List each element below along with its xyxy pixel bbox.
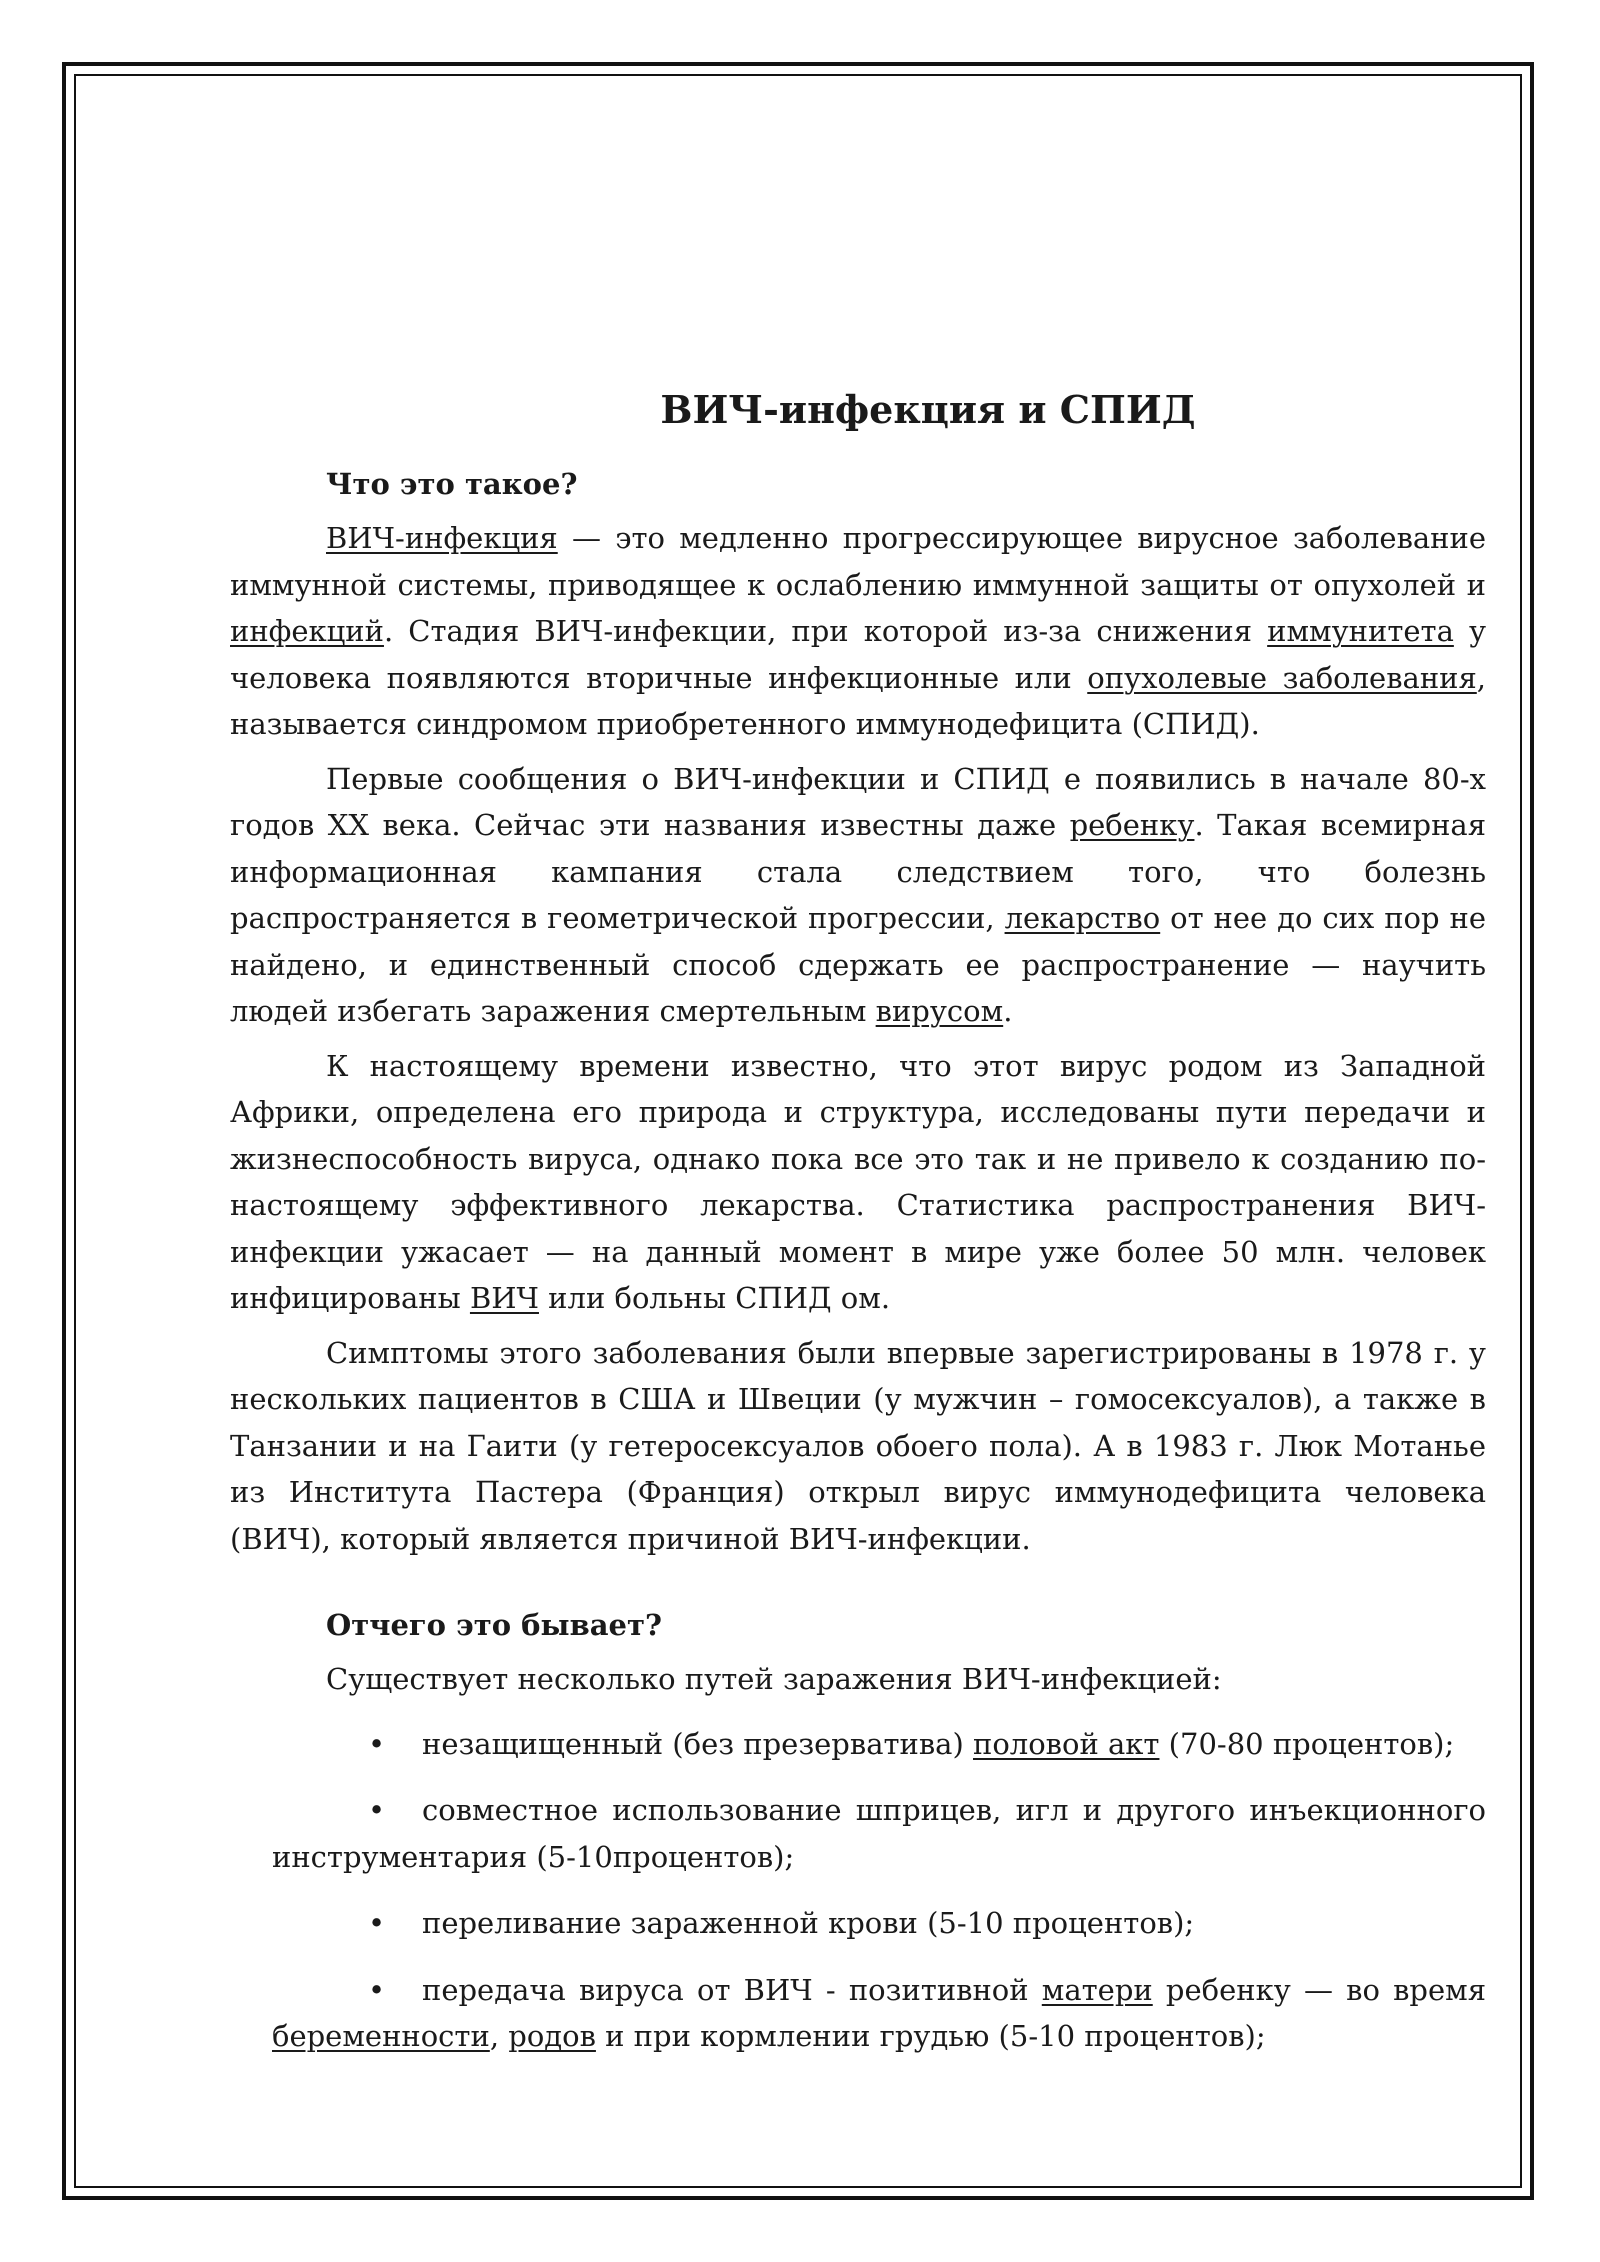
transmission-list — [230, 1721, 1486, 2060]
bullet-icon — [368, 1787, 422, 1834]
text-run: совместное использование шприцев, игл и другого инъекционного инструментария (5-10процентов); — [272, 1793, 1486, 1874]
paragraph-transmission-intro: Существует несколько путей заражения ВИЧ-инфекцией: — [326, 1662, 1222, 1696]
paragraph-definition — [230, 515, 1486, 748]
link-immunity[interactable]: иммунитета — [1267, 614, 1454, 648]
list-item — [230, 1721, 1486, 1768]
link-sexual-intercourse[interactable]: половой акт — [973, 1726, 1160, 1761]
paragraph-history — [230, 756, 1486, 1035]
document-title: ВИЧ-инфекция и СПИД — [660, 387, 1196, 432]
link-infections[interactable]: инфекций — [230, 614, 384, 648]
text-run: Первые сообщения о ВИЧ-инфекции и СПИД е появились в начале 80-х годов XX века. Сейчас эти названия известны даже — [230, 761, 1486, 842]
link-medicine[interactable]: лекарство — [1004, 901, 1161, 935]
bullet-icon — [368, 1721, 422, 1768]
link-hiv[interactable]: ВИЧ — [469, 1281, 539, 1315]
text-run: или больны СПИД ом. — [538, 1281, 891, 1315]
list-item — [230, 1787, 1486, 1880]
link-child[interactable]: ребенку — [1069, 808, 1195, 842]
link-childbirth[interactable]: родов — [508, 2019, 596, 2053]
section-heading-what: Что это такое? — [326, 467, 578, 501]
text-run: у человека появляются вторичные инфекционные или — [230, 614, 1487, 695]
text-run: и при кормлении грудью (5-10 процентов); — [595, 2019, 1266, 2053]
text-run: , называется синдромом приобретенного иммунодефицита (СПИД). — [230, 660, 1486, 741]
text-run: К настоящему времени известно, что этот вирус родом из Западной Африки, определена его природа и структура, исследованы пути передачи и жизнеспособность вируса, однако пока все это так и не привело к созданию по-настоящему эффективного лекарства. Статистика распространения ВИЧ-инфекции ужасает — на данный момент в мире уже более 50 млн. человек инфицированы — [230, 1048, 1486, 1315]
text-run: незащищенный (без презерватива) — [422, 1726, 973, 1761]
text-run: . Стадия ВИЧ-инфекции, при которой из-за снижения — [383, 614, 1268, 648]
document-body — [230, 385, 1486, 2080]
link-mother[interactable]: матери — [1041, 1972, 1153, 2007]
bullet-icon — [368, 1900, 422, 1947]
text-run: от нее до сих пор не найдено, и единственный способ сдержать ее распространение — научить людей избегать заражения смертельным — [230, 901, 1486, 1028]
link-pregnancy[interactable]: беременности — [272, 2019, 490, 2053]
text-run: — это медленно прогрессирующее вирусное заболевание иммунной системы, приводящее к ослаблению иммунной защиты от опухолей и — [230, 521, 1486, 602]
text-run: передача вируса от ВИЧ - позитивной — [422, 1972, 1042, 2007]
text-run: . Такая всемирная информационная кампания стала следствием того, что болезнь распространяется в геометрической прогрессии, — [230, 808, 1486, 935]
bullet-icon — [368, 1967, 422, 2014]
link-virus[interactable]: вирусом — [875, 994, 1004, 1028]
link-hiv-infection[interactable]: ВИЧ-инфекция — [326, 521, 558, 555]
text-run: , — [489, 2019, 509, 2053]
list-item — [230, 1967, 1486, 2060]
text-run: переливание зараженной крови (5-10 процентов); — [422, 1906, 1195, 1940]
text-run: (70-80 процентов); — [1159, 1726, 1455, 1761]
link-tumor-diseases[interactable]: опухолевые заболевания — [1087, 660, 1477, 695]
paragraph-symptoms-history: Симптомы этого заболевания были впервые зарегистрированы в 1978 г. у нескольких пациентов в США и Швеции (у мужчин – гомосексуалов), а также в Танзании и на Гаити (у гетеросексуалов обоего пола). А в 1983 г. Люк Мотанье из Института Пастера (Франция) открыл вирус иммунодефицита человека (ВИЧ), который является причиной ВИЧ-инфекции. — [230, 1335, 1486, 1556]
text-run: . — [1003, 994, 1013, 1028]
section-heading-causes: Отчего это бывает? — [326, 1608, 662, 1642]
list-item — [230, 1900, 1486, 1947]
paragraph-statistics — [230, 1043, 1486, 1322]
text-run: ребенку — во время — [1152, 1972, 1487, 2007]
